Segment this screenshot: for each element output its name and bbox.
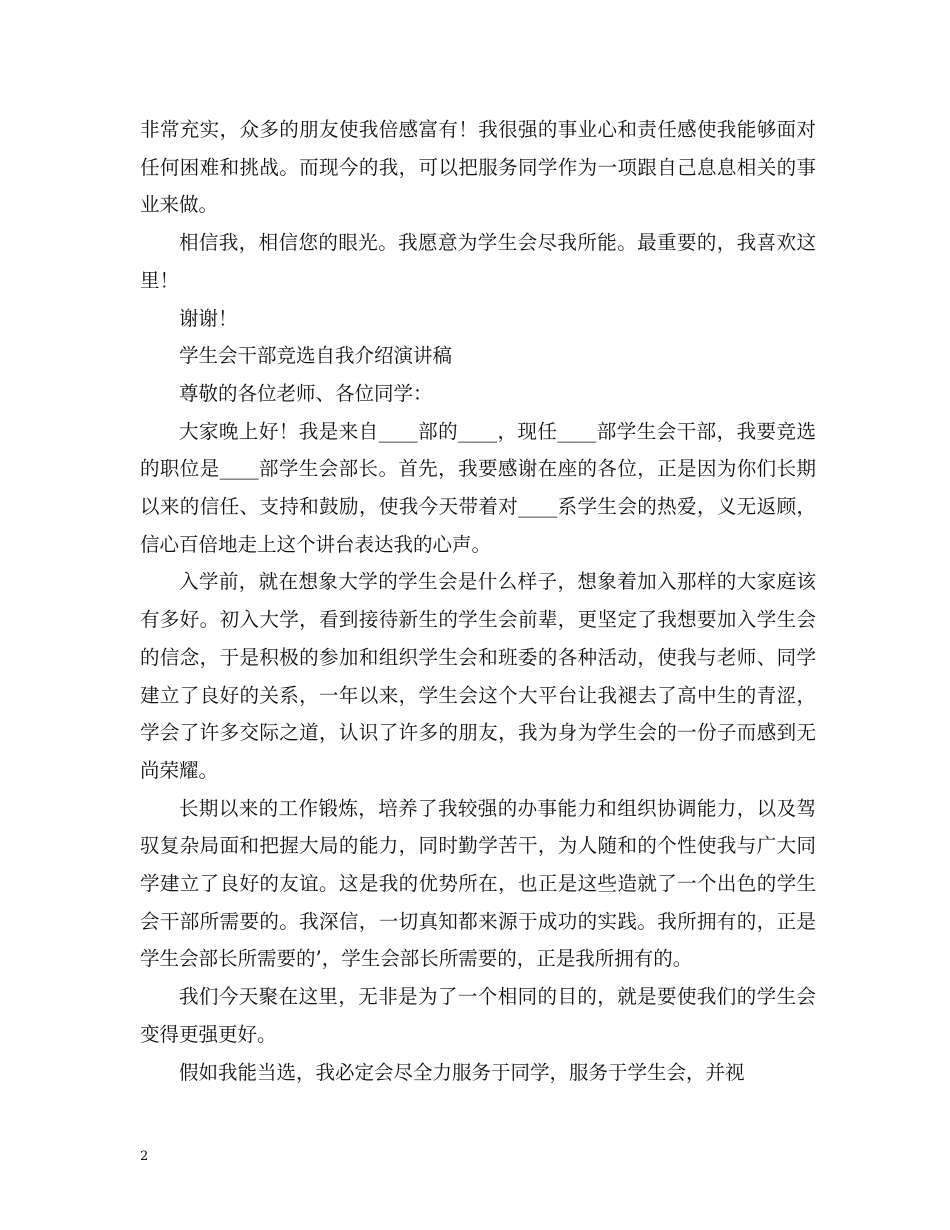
paragraph: 大家晚上好！我是来自____部的____，现任____部学生会干部，我要竞选的职位是____部学生会部长。首先，我要感谢在座的各位，正是因为你们长期以来的信任、支持和鼓励，使我今天带着对____系学生会的热爱，义无返顾，信心百倍地走上这个讲台表达我的心声。 (140, 419, 816, 556)
paragraph: 我们今天聚在这里，无非是为了一个相同的目的，就是要使我们的学生会变得更强更好。 (140, 985, 816, 1046)
salutation: 尊敬的各位老师、各位同学： (179, 381, 433, 405)
paragraph: 相信我，相信您的眼光。我愿意为学生会尽我所能。最重要的，我喜欢这里！ (140, 231, 816, 292)
page-number: 2 (140, 1149, 149, 1164)
paragraph: 谢谢！ (179, 306, 238, 330)
paragraph: 长期以来的工作锻炼，培养了我较强的办事能力和组织协调能力，以及驾驭复杂局面和把握大局的能力，同时勤学苦干，为人随和的个性使我与广大同学建立了良好的友谊。这是我的优势所在，也正是这些造就了一个出色的学生会干部所需要的。我深信，一切真知都来源于成功的实践。我所拥有的，正是学生会部长所需要的’，学生会部长所需要的，正是我所拥有的。 (140, 796, 816, 971)
paragraph: 非常充实，众多的朋友使我倍感富有！我很强的事业心和责任感使我能够面对任何困难和挑战。而现今的我，可以把服务同学作为一项跟自己息息相关的事业来做。 (140, 118, 816, 217)
paragraph: 假如我能当选，我必定会尽全力服务于同学，服务于学生会，并视 (179, 1060, 745, 1084)
body-text (140, 111, 816, 1091)
paragraph: 入学前，就在想象大学的学生会是什么样子，想象着加入那样的大家庭该有多好。初入大学，看到接待新生的学生会前辈，更坚定了我想要加入学生会的信念，于是积极的参加和组织学生会和班委的各种活动，使我与老师、同学建立了良好的关系，一年以来，学生会这个大平台让我褪去了高中生的青涩，学会了许多交际之道，认识了许多的朋友，我为身为学生会的一份子而感到无尚荣耀。 (140, 570, 816, 782)
section-title: 学生会干部竞选自我介绍演讲稿 (179, 344, 453, 368)
